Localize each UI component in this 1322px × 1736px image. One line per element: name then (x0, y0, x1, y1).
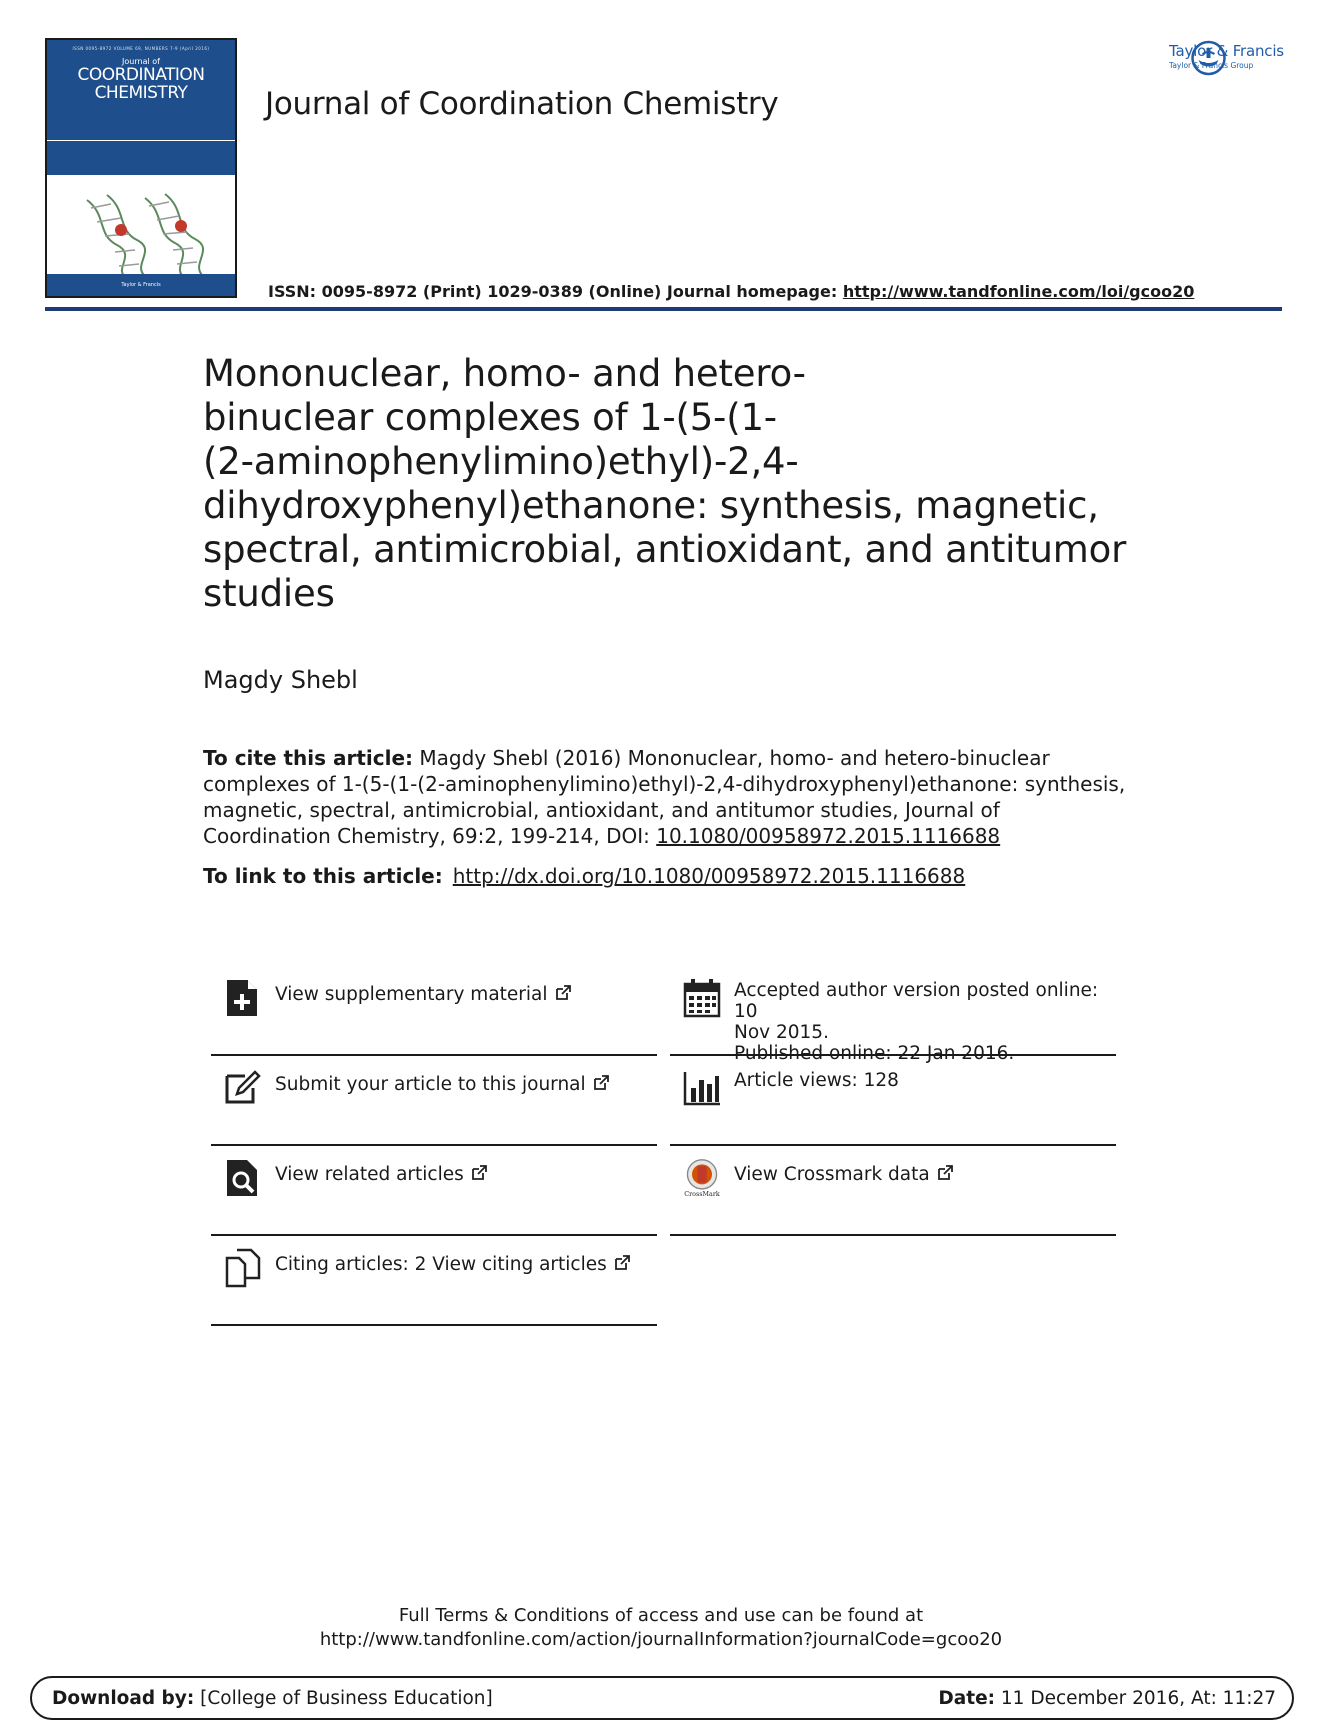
external-link-icon (592, 1074, 610, 1092)
publisher-subname: Taylor & Francis Group (1169, 61, 1254, 70)
external-link-icon (470, 1164, 488, 1182)
author-name: Magdy Shebl (203, 666, 358, 694)
submit-label: Submit your article to this journal (275, 1074, 586, 1095)
publication-dates (670, 968, 1116, 1064)
cite-label: To cite this article: (203, 746, 414, 770)
published-date: Published online: 22 Jan 2016. (734, 1043, 1015, 1064)
journal-cover-image (45, 38, 237, 298)
supplementary-label: View supplementary material (275, 984, 548, 1005)
terms-url[interactable]: http://www.tandfonline.com/action/journalInformation?journalCode=gcoo20 (319, 1629, 1003, 1650)
journal-homepage-link[interactable]: http://www.tandfonline.com/loi/gcoo20 (842, 282, 1195, 301)
crossmark-icon (682, 1158, 722, 1198)
cover-top-text: ISSN 0095-8972 VOLUME 69, NUMBERS 7-9 (April 2016) (72, 46, 210, 51)
title-line: Mononuclear, homo- and hetero- (203, 352, 806, 395)
view-related-articles[interactable] (211, 1148, 657, 1236)
view-supplementary-material[interactable] (211, 968, 657, 1056)
edit-icon (223, 1068, 263, 1108)
cover-editor-band (47, 140, 235, 175)
cite-text: Magdy Shebl (2016) Mononuclear, homo- and hetero-binuclear complexes of 1-(5-(1-(2-aminophenylimino)ethyl)-2,4-dihydroxyphenyl)ethanone: synthesis, magnetic, spectral, antimicrobial, antioxidant, and antitumor studies, Journal of Coordination Chemistry, 69:2, 199-214, DOI: (203, 746, 1126, 848)
cover-publisher-band: Taylor & Francis (47, 274, 235, 296)
title-line: studies (203, 572, 335, 615)
date-value: 11 December 2016, At: 11:27 (995, 1688, 1276, 1709)
bar-chart-icon (682, 1068, 722, 1108)
crossmark-text: View Crossmark data (734, 1164, 930, 1185)
article-url-link[interactable]: http://dx.doi.org/10.1080/00958972.2015.1116688 (452, 864, 966, 888)
add-file-icon (223, 978, 263, 1018)
accepted-line2: Nov 2015. (734, 1022, 829, 1043)
issn-line (268, 282, 1194, 301)
download-label: Download by: (52, 1688, 195, 1709)
cover-small-label: Journal of (122, 57, 160, 66)
cover-title-band (47, 40, 235, 140)
download-value: [College of Business Education] (194, 1688, 493, 1709)
issn-text: ISSN: 0095-8972 (Print) 1029-0389 (Online) Journal homepage: (268, 282, 843, 301)
terms-block (0, 1604, 1322, 1652)
article-views (670, 1058, 1116, 1146)
citation-block (203, 745, 1133, 849)
external-link-icon (554, 984, 572, 1002)
copy-documents-icon (223, 1248, 263, 1288)
header-divider (45, 307, 1282, 311)
title-line: dihydroxyphenyl)ethanone: synthesis, magnetic, (203, 484, 1099, 527)
external-link-icon (613, 1254, 631, 1272)
publisher-name: Taylor & Francis (1169, 42, 1284, 60)
view-crossmark-data[interactable] (670, 1148, 1116, 1236)
title-line: (2-aminophenylimino)ethyl)-2,4- (203, 440, 799, 483)
doi-link[interactable]: 10.1080/00958972.2015.1116688 (656, 824, 1001, 848)
cover-molecule-art (77, 190, 207, 282)
search-document-icon (223, 1158, 263, 1198)
date-label: Date: (938, 1688, 996, 1709)
download-by (52, 1688, 493, 1709)
title-line: spectral, antimicrobial, antioxidant, and antitumor (203, 528, 1127, 571)
journal-title: Journal of Coordination Chemistry (265, 86, 779, 122)
views-label: Article views: 128 (734, 1070, 899, 1091)
crossmark-label: CrossMark (684, 1191, 720, 1198)
link-label: To link to this article: (203, 864, 443, 888)
terms-line1: Full Terms & Conditions of access and use can be found at (398, 1605, 924, 1626)
calendar-icon (682, 978, 722, 1018)
cover-title-line1: COORDINATION (77, 65, 205, 85)
citing-articles[interactable] (211, 1238, 657, 1326)
article-title (203, 352, 1163, 616)
title-line: binuclear complexes of 1-(5-(1- (203, 396, 777, 439)
submit-article[interactable] (211, 1058, 657, 1146)
article-link-line (203, 864, 965, 888)
related-label: View related articles (275, 1164, 464, 1185)
accepted-line1: Accepted author version posted online: 10 (734, 980, 1099, 1022)
download-info-bar (30, 1676, 1294, 1720)
citing-label: Citing articles: 2 View citing articles (275, 1254, 607, 1275)
external-link-icon (936, 1164, 954, 1182)
download-date (938, 1688, 1276, 1709)
cover-title-line2: CHEMISTRY (94, 83, 188, 103)
